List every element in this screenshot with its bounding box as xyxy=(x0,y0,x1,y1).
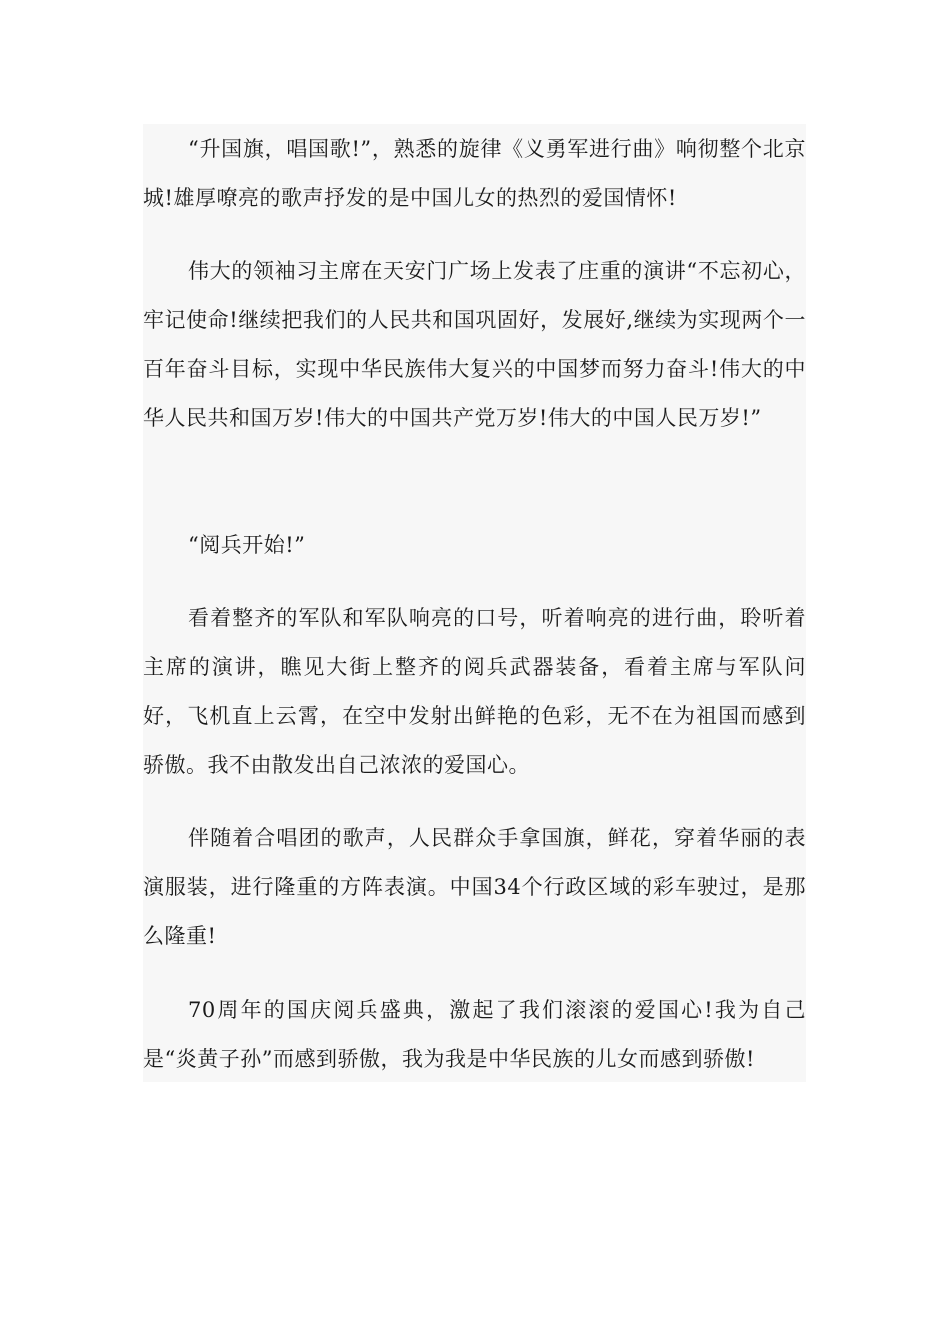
paragraph-6: 70周年的国庆阅兵盛典，激起了我们滚滚的爱国心!我为自己是“炎黄子孙”而感到骄傲，我为我是中华民族的儿女而感到骄傲! xyxy=(143,998,806,1071)
paragraph-3: “阅兵开始!” xyxy=(188,533,306,557)
paragraph-5: 伴随着合唱团的歌声，人民群众手拿国旗，鲜花，穿着华丽的表演服装，进行隆重的方阵表演。中国34个行政区域的彩车驶过，是那么隆重! xyxy=(143,826,806,948)
paragraph-2: 伟大的领袖习主席在天安门广场上发表了庄重的演讲“不忘初心，牢记使命!继续把我们的人民共和国巩固好，发展好,继续为实现两个一百年奋斗目标，实现中华民族伟大复兴的中国梦而努力奋斗!伟大的中华人民共和国万岁!伟大的中国共产党万岁!伟大的中国人民万岁!” xyxy=(143,259,806,430)
paragraph-1: “升国旗，唱国歌!”，熟悉的旋律《义勇军进行曲》响彻整个北京城!雄厚嘹亮的歌声抒发的是中国儿女的热烈的爱国情怀! xyxy=(143,137,806,210)
paragraph-4: 看着整齐的军队和军队响亮的口号，听着响亮的进行曲，聆听着主席的演讲，瞧见大街上整齐的阅兵武器装备，看着主席与军队问好，飞机直上云霄，在空中发射出鲜艳的色彩，无不在为祖国而感到骄傲。我不由散发出自己浓浓的爱国心。 xyxy=(143,606,806,777)
document-body xyxy=(143,124,806,1082)
